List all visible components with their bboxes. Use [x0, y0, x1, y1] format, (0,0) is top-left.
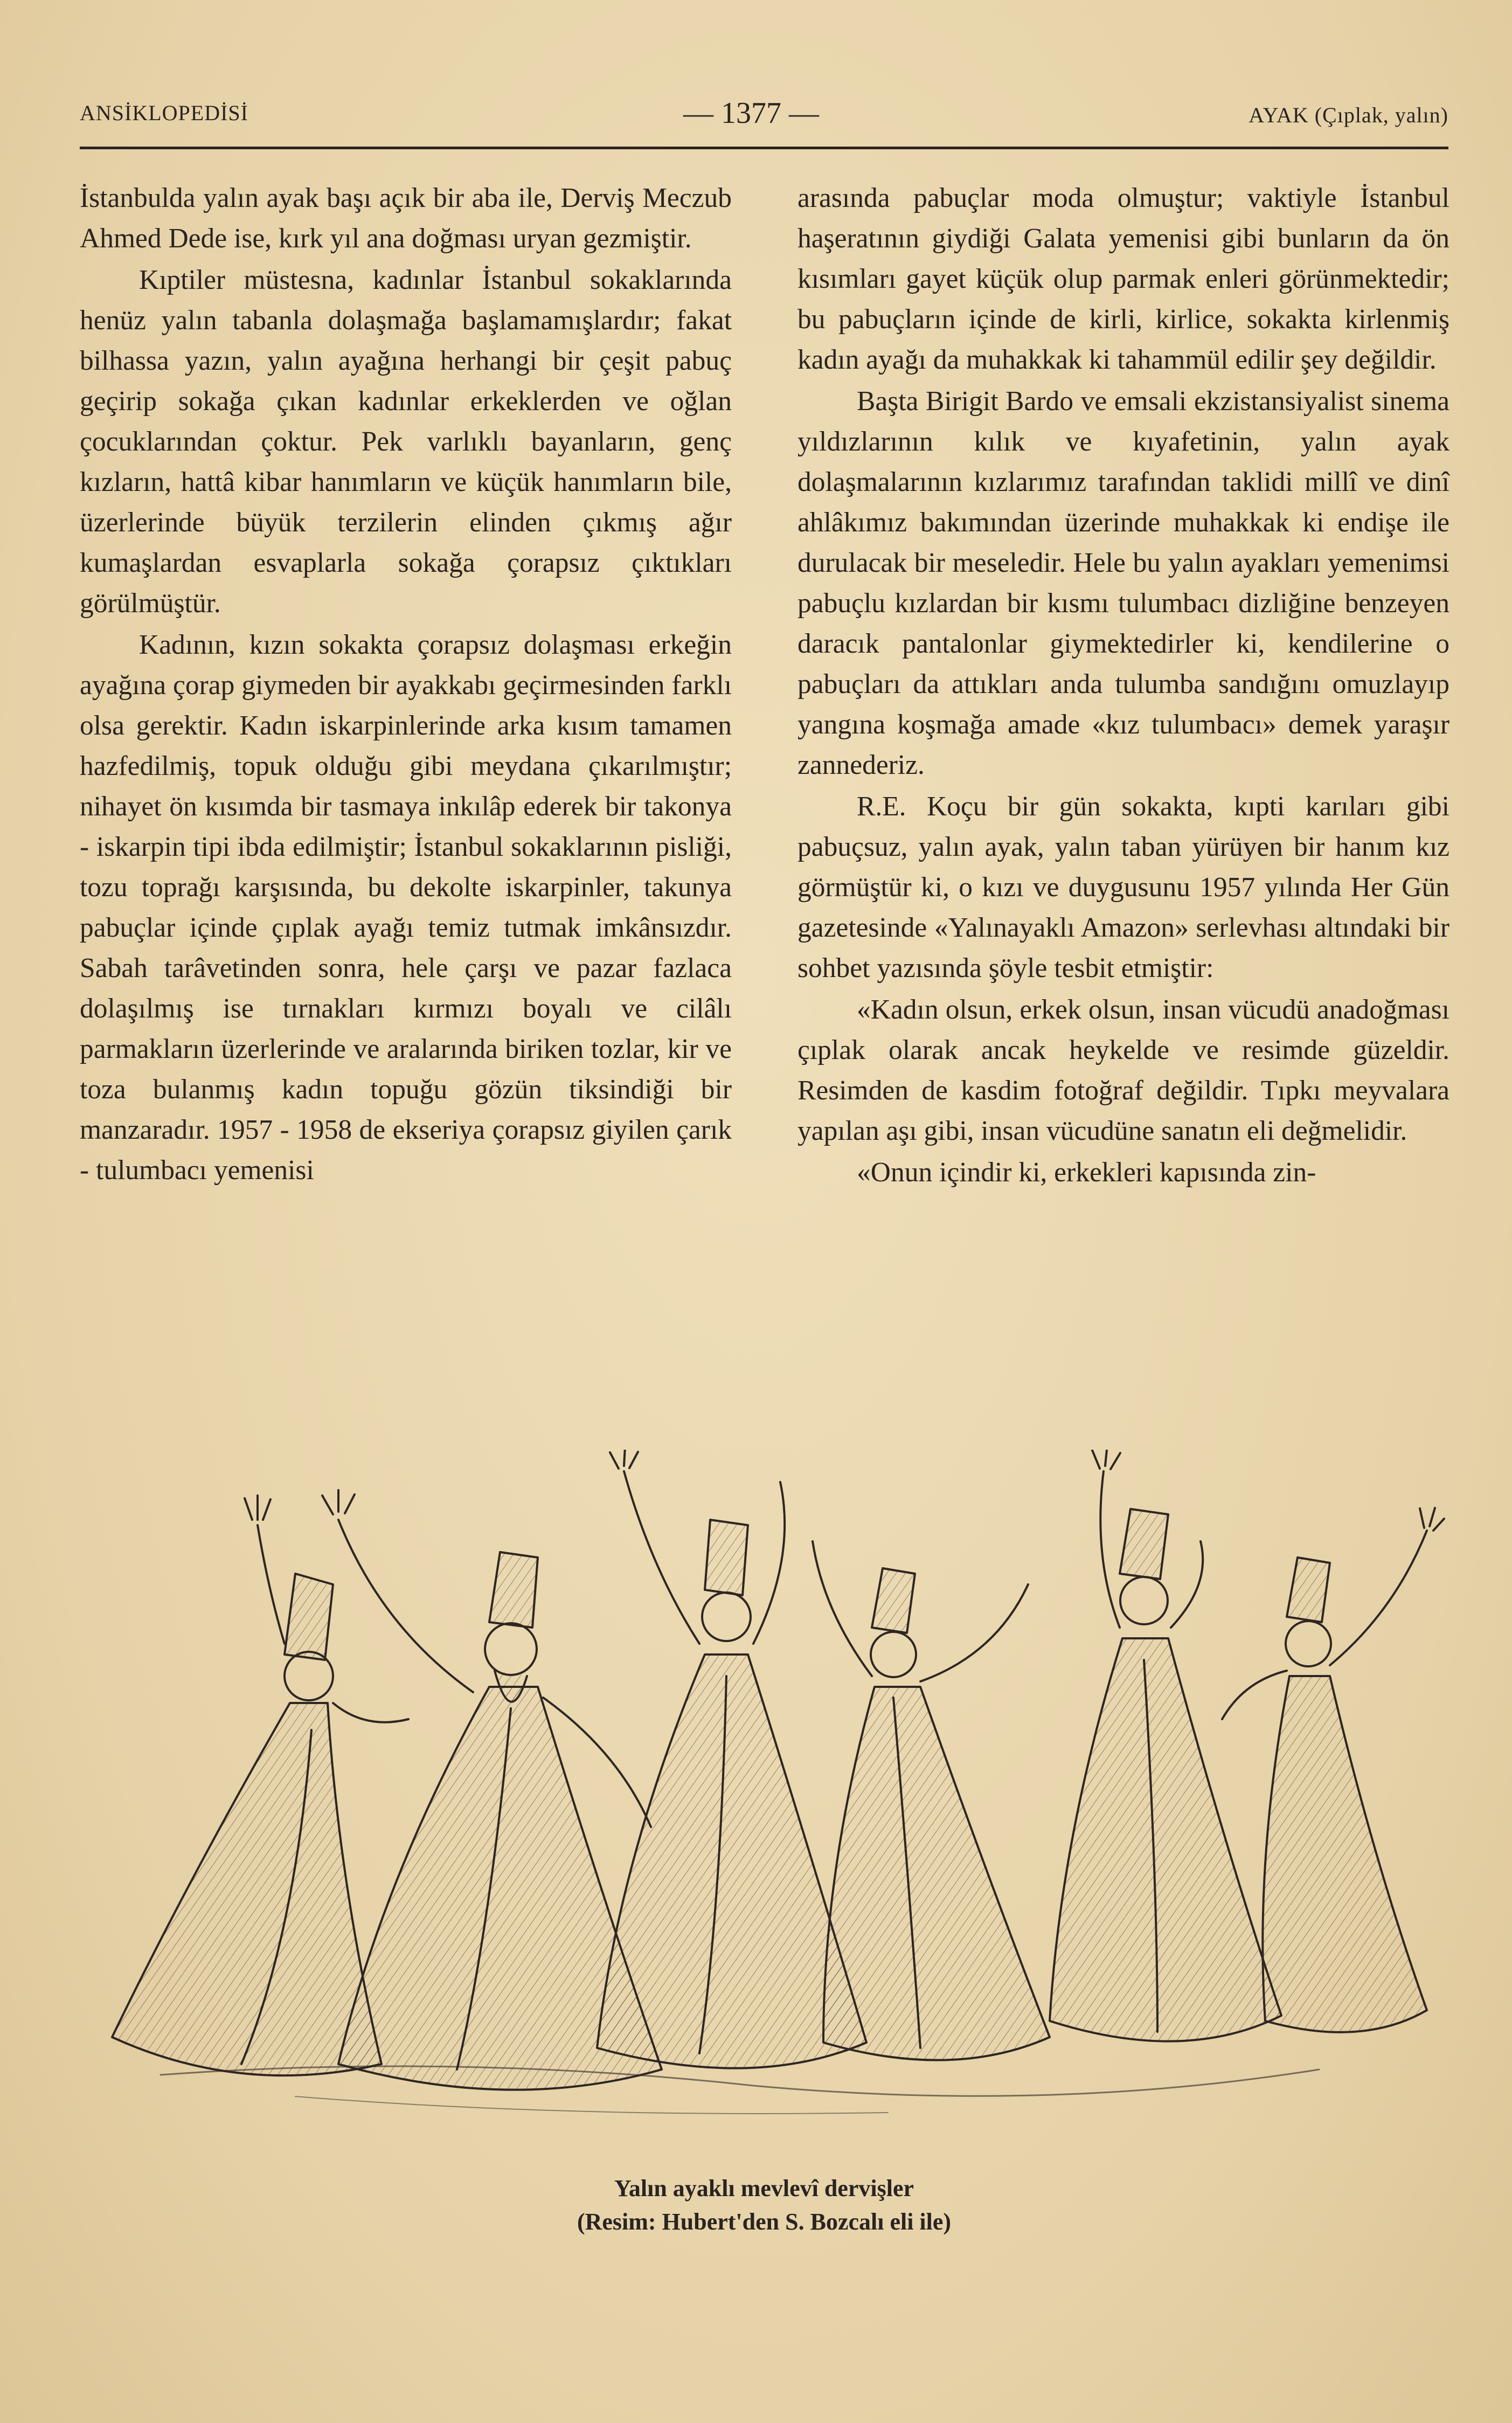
- paragraph: «Kadın olsun, erkek olsun, insan vücudü anadoğması çıplak olarak ancak heykelde ve resimde güzeldir. Resimden de kasdim fotoğraf değildir. Tıpkı meyvalara yapılan aşı gibi, insan vücudüne sanatın eli değmelidir.: [797, 994, 1449, 1146]
- paragraph: Kıptiler müstesna, kadınlar İstanbul sokaklarında henüz yalın tabanla dolaşmağa başlamamışlardır; fakat bilhassa yazın, yalın ayağına herhangi bir çeşit pabuç geçirip sokağa çıkan kadınlar erkeklerden ve oğlan çocuklarından çoktur. Pek varlıklı bayanların, genç kızların, hattâ kibar hanımların ve küçük hanımların bile, üzerlerinde büyük terzilerin elinden çıkmış ağır kumaşlardan esvaplarla sokağa çorapsız çıktıkları görülmüştür.: [80, 265, 732, 619]
- dervish-figure: [813, 1541, 1050, 2060]
- caption-credit: (Resim: Hubert'den S. Bozcalı eli ile): [577, 2209, 952, 2235]
- paragraph: R.E. Koçu bir gün sokakta, kıpti karıları gibi pabuçsuz, yalın ayak, yalın taban yürüyen bir hanım kız görmüştür ki, o kızı ve duygusunu 1957 yılında Her Gün gazetesinde «Yalınayaklı Amazon» serlevhası altındaki bir sohbet yazısında şöyle tesbit etmiştir:: [797, 791, 1449, 984]
- left-column: [80, 178, 732, 1190]
- paragraph: Başta Birigit Bardo ve emsali ekzistansiyalist sinema yıldızlarının kılık ve kıyafetinin, yalın ayak dolaşmalarının kızlarımız tarafından taklidi millî ve dinî ahlâkımız bakımından üzerinde muhakkak ki endişe ile durulacak bir meseledir. Hele bu yalın ayakları yemenimsi pabuçlu kızlardan bir kısmı tulumbacı dizliğine benzeyen daracık pantalonlar giymektedirler ki, kendilerine o pabuçları da attıkları anda tulumba sandığını omuzlayıp yangına koşmağa amade «kız tulumbacı» demek yaraşır zannederiz.: [797, 386, 1449, 780]
- paragraph: arasında pabuçlar moda olmuştur; vaktiyle İstanbul haşeratının giydiği Galata yemenisi gibi bunların da ön kısımları gayet küçük olup parmak enleri görünmektedir; bu pabuçların içinde de kirli, kirlice, sokakta kirlenmiş kadın ayağı da muhakkak ki tahammül edilir şey değildir.: [797, 183, 1449, 375]
- paragraph: «Onun içindir ki, erkekleri kapısında zin-: [857, 1157, 1316, 1188]
- caption-title: Yalın ayaklı mevlevî dervişler: [614, 2175, 914, 2202]
- page-number: — 1377 —: [683, 96, 819, 130]
- section-title: AYAK (Çıplak, yalın): [1249, 103, 1448, 127]
- whirling-dervishes-drawing: [80, 1450, 1448, 2161]
- header-rule: [80, 147, 1448, 149]
- paragraph: Kadının, kızın sokakta çorapsız dolaşması erkeğin ayağına çorap giymeden bir ayakkabı geçirmesinden farklı olsa gerektir. Kadın iskarpinlerinde arka kısım tamamen hazfedilmiş, topuk olduğu gibi meydana çıkarılmıştır; nihayet ön kısımda bir tasmaya inkılâp ederek bir takonya - iskarpin tipi ibda edilmiştir; İstanbul sokaklarının pisliği, tozu toprağı karşısında, bu dekolte iskarpinler, takunya pabuçlar içinde çıplak ayağı temiz tutmak imkânsızdır. Sabah tarâvetinden sonra, hele çarşı ve pazar fazlaca dolaşılmış ise tırnakları kırmızı boyalı ve cilâlı parmakların üzerlerinde ve aralarında biriken tozlar, kir ve toza bulanmış kadın topuğu gözün tiksindiği bir manzaradır. 1957 - 1958 de ekseriya çorapsız giyilen çarık - tulumbacı yemenisi: [80, 629, 732, 1186]
- page-header: [80, 96, 1448, 134]
- paragraph: İstanbulda yalın ayak başı açık bir aba ile, Derviş Meczub Ahmed Dede ise, kırk yıl ana doğması uryan gezmiştir.: [80, 183, 732, 254]
- figure-caption: [80, 2172, 1448, 2239]
- right-column: [797, 178, 1449, 1193]
- dervish-figure: [1050, 1450, 1281, 2041]
- running-title: ANSİKLOPEDİSİ: [80, 101, 248, 125]
- dervish-illustration: [80, 1450, 1448, 2161]
